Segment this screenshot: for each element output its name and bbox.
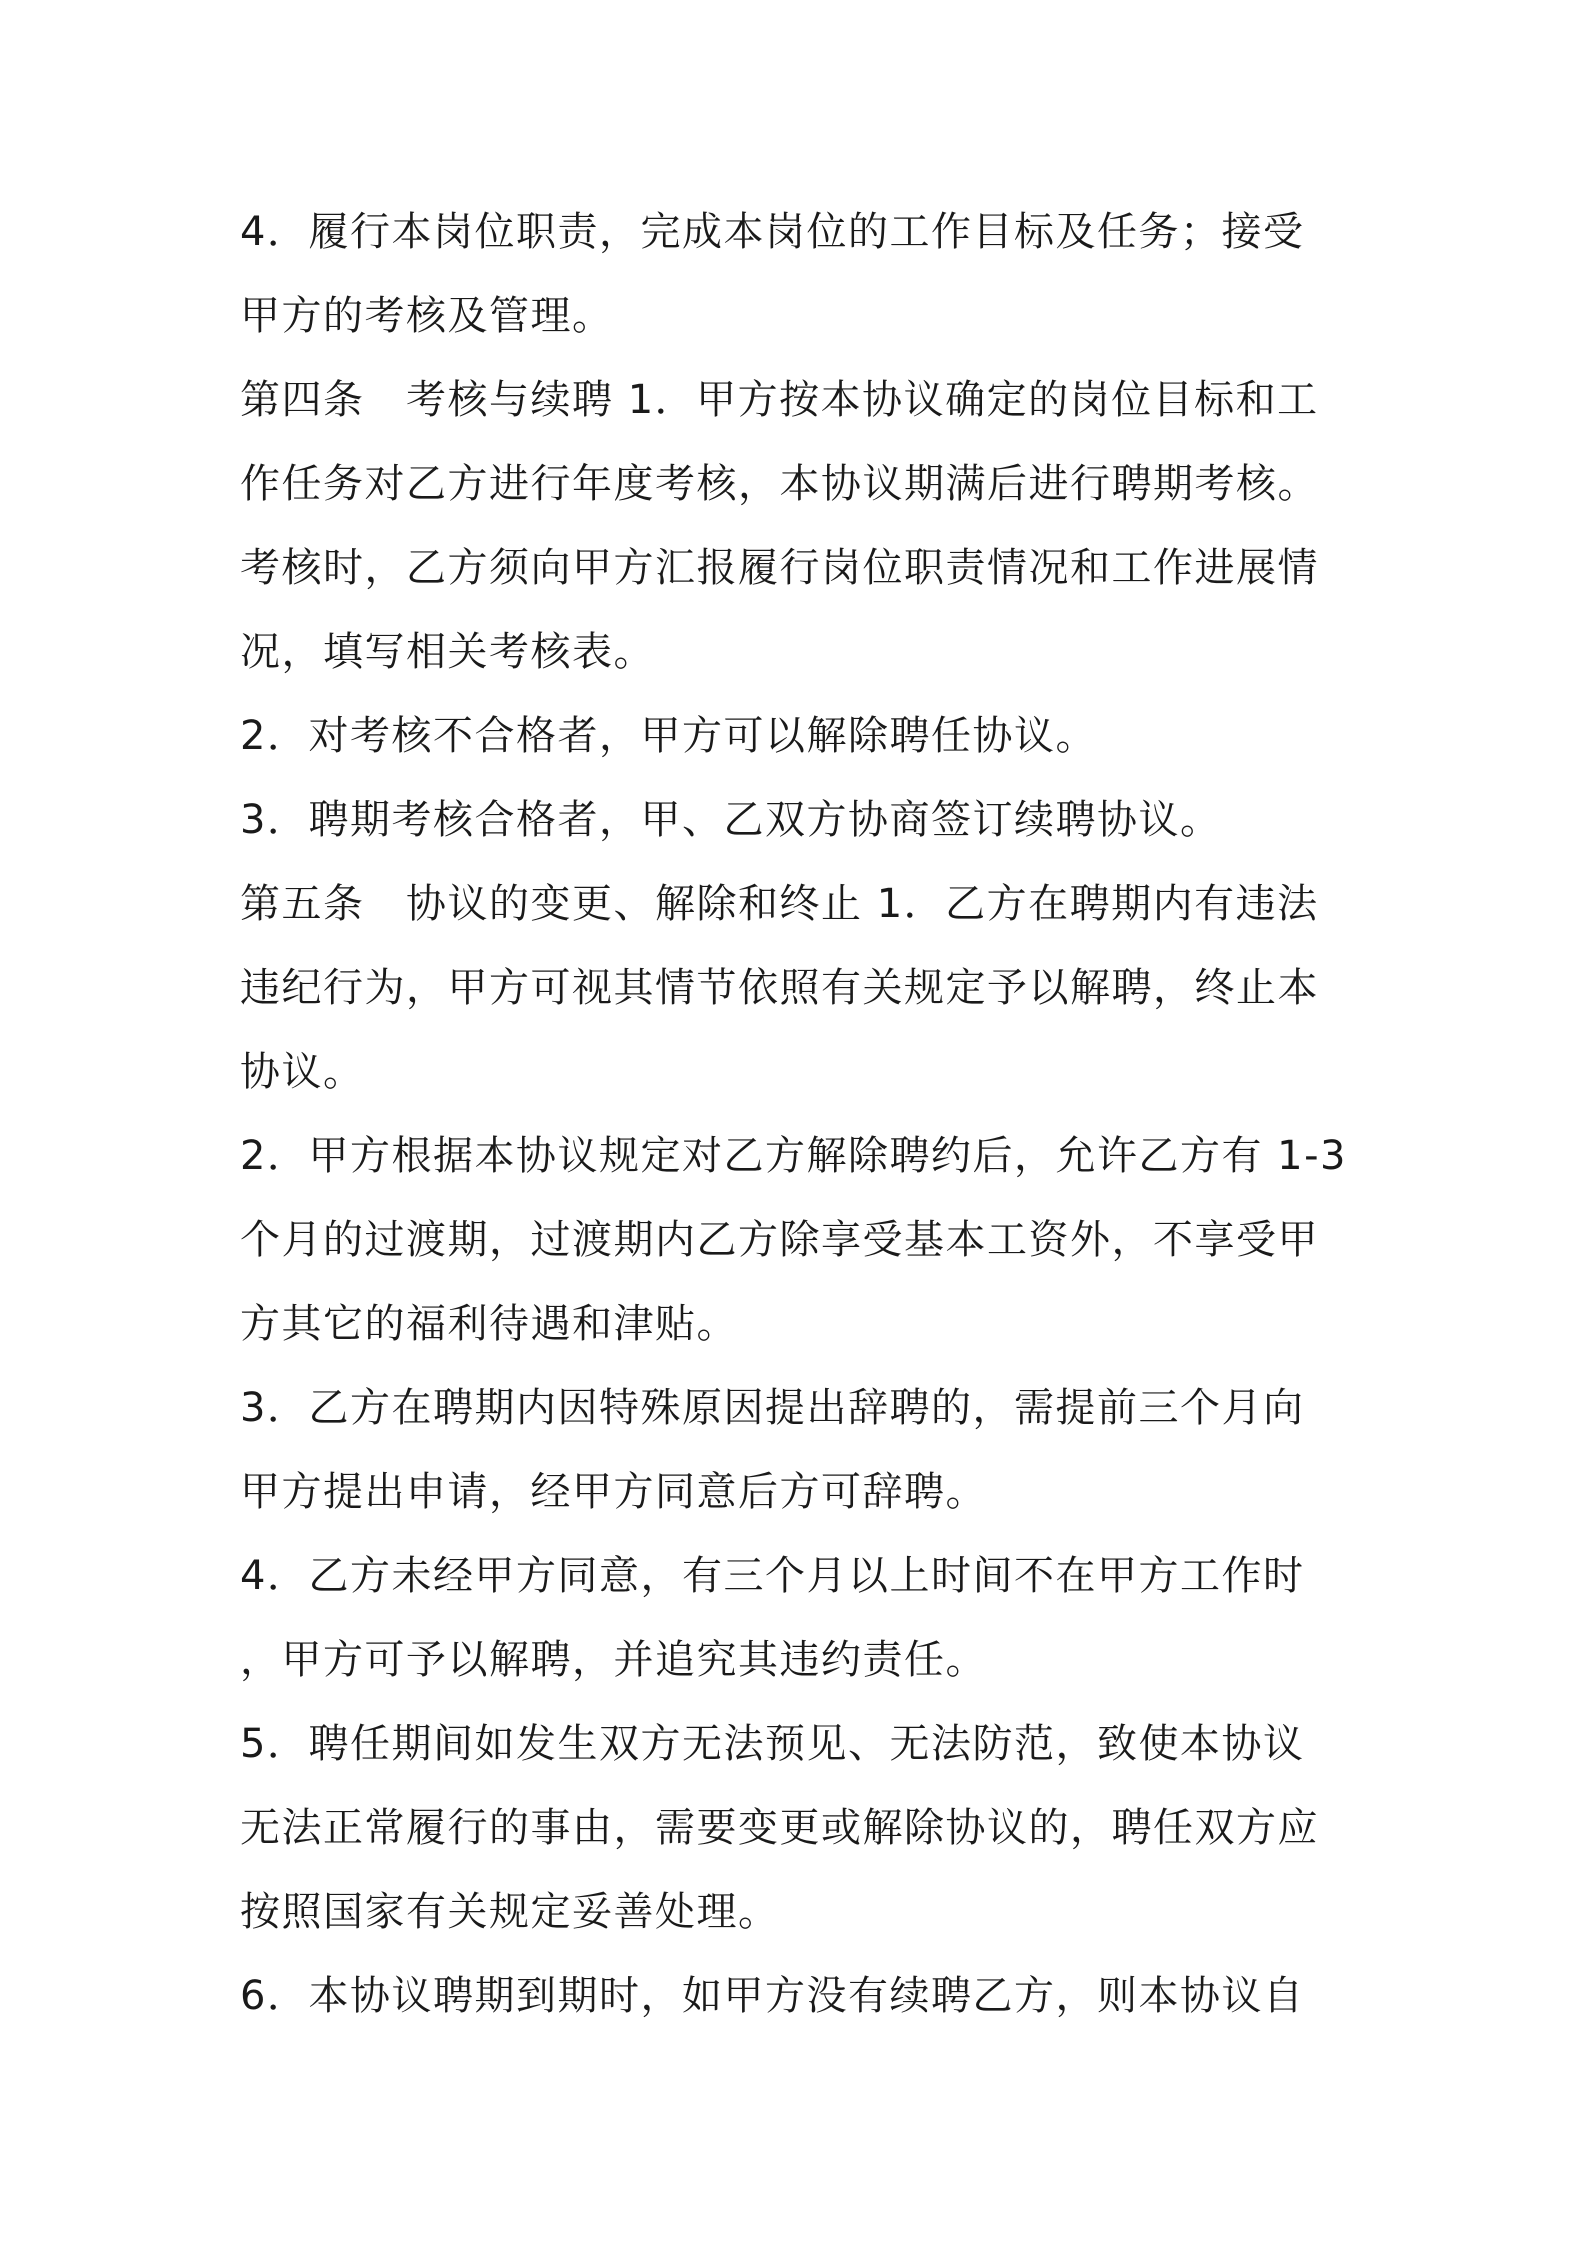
text-line: 3．乙方在聘期内因特殊原因提出辞聘的，需提前三个月向	[240, 1385, 1305, 1431]
text-line: 6．本协议聘期到期时，如甲方没有续聘乙方，则本协议自	[240, 1973, 1305, 2019]
text-line: 第五条 协议的变更、解除和终止 1．乙方在聘期内有违法	[240, 881, 1319, 927]
text-line: 甲方的考核及管理。	[240, 293, 614, 339]
text-line: 甲方提出申请，经甲方同意后方可辞聘。	[240, 1469, 987, 1515]
text-line: 2．甲方根据本协议规定对乙方解除聘约后，允许乙方有 1-3	[240, 1133, 1347, 1179]
text-line: 况，填写相关考核表。	[240, 629, 655, 675]
text-line: 2．对考核不合格者，甲方可以解除聘任协议。	[240, 713, 1097, 759]
text-line: 违纪行为，甲方可视其情节依照有关规定予以解聘，终止本	[240, 965, 1319, 1011]
text-line: 3．聘期考核合格者，甲、乙双方协商签订续聘协议。	[240, 797, 1222, 843]
text-line: 作任务对乙方进行年度考核，本协议期满后进行聘期考核。	[240, 461, 1319, 507]
text-line: 4．履行本岗位职责，完成本岗位的工作目标及任务；接受	[240, 209, 1305, 255]
text-line: 协议。	[240, 1049, 365, 1095]
document-body	[240, 190, 1360, 2038]
text-line: 无法正常履行的事由，需要变更或解除协议的，聘任双方应	[240, 1805, 1319, 1851]
text-line: 个月的过渡期，过渡期内乙方除享受基本工资外，不享受甲	[240, 1217, 1319, 1263]
text-line: 方其它的福利待遇和津贴。	[240, 1301, 738, 1347]
text-line: 第四条 考核与续聘 1．甲方按本协议确定的岗位目标和工	[240, 377, 1319, 423]
text-line: 考核时，乙方须向甲方汇报履行岗位职责情况和工作进展情	[240, 545, 1319, 591]
text-line: 4．乙方未经甲方同意，有三个月以上时间不在甲方工作时	[240, 1553, 1305, 1599]
text-line: 5．聘任期间如发生双方无法预见、无法防范，致使本协议	[240, 1721, 1305, 1767]
text-line: ，甲方可予以解聘，并追究其违约责任。	[240, 1637, 987, 1683]
text-line: 按照国家有关规定妥善处理。	[240, 1889, 780, 1935]
